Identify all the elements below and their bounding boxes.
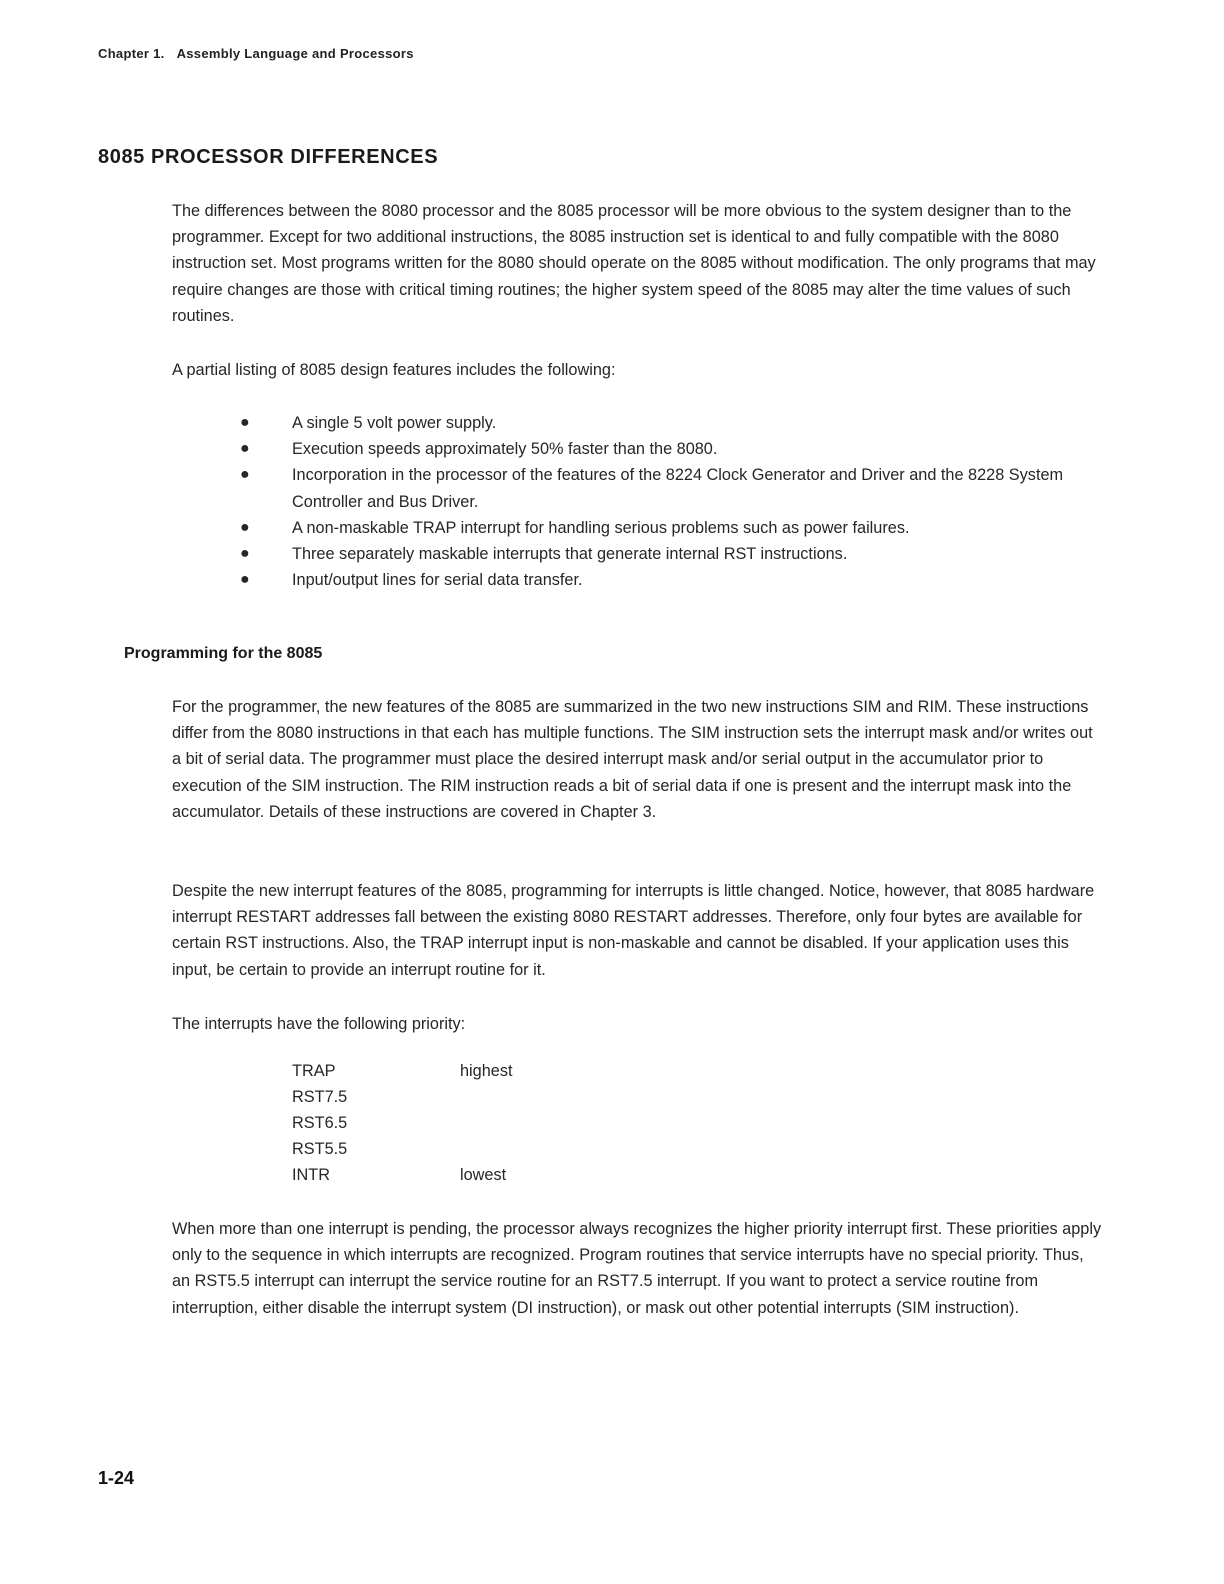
interrupt-name: INTR <box>292 1166 330 1184</box>
priority-paragraph: When more than one interrupt is pending, the processor always recognizes the higher priority interrupt first. These priorities apply only to the sequence in which interrupts are recognized. Program routines that service interrupts have no special priority. Thus, an RST5.5 interrupt can interrupt the service routine for an RST7.5 interrupt. If you want to protect a service routine from interruption, either disable the interrupt system (DI instruction), or mask out other potential interrupts (SIM instruction). <box>172 1220 1102 1317</box>
priority-intro: The interrupts have the following priority: <box>172 1015 466 1033</box>
list-item <box>232 410 1092 436</box>
intro-paragraph: The differences between the 8080 processor and the 8085 processor will be more obvious to the system designer than to the programmer. Except for two additional instructions, the 8085 instruction set is identical to and fully compatible with the 8080 instruction set. Most programs written for the 8080 should operate on the 8085 without modification. The only programs that may require changes are those with critical timing routines; the higher system speed of the 8085 may alter the time values of such routines. <box>172 202 1096 325</box>
priority-note: highest <box>460 1062 513 1080</box>
bullet-icon: ● <box>240 518 250 536</box>
table-row <box>292 1114 513 1140</box>
interrupt-name: RST5.5 <box>292 1140 348 1158</box>
priority-note <box>460 1114 513 1140</box>
interrupt-name: RST6.5 <box>292 1114 348 1132</box>
list-item <box>232 541 1092 567</box>
list-item <box>232 462 1092 514</box>
bullet-icon: ● <box>240 545 250 563</box>
priority-note: lowest <box>460 1166 507 1184</box>
page-number: 1-24 <box>98 1468 135 1488</box>
list-item <box>232 436 1092 462</box>
table-row <box>292 1140 513 1166</box>
feature-text: Execution speeds approximately 50% faster than the 8080. <box>292 440 718 459</box>
list-item <box>232 515 1092 541</box>
list-item <box>232 567 1092 593</box>
subsection-title: Programming for the 8085 <box>124 645 323 662</box>
bullet-icon: ● <box>240 466 250 484</box>
section-title: 8085 PROCESSOR DIFFERENCES <box>98 146 439 168</box>
bullet-icon: ● <box>240 440 250 458</box>
feature-text: A single 5 volt power supply. <box>292 414 497 432</box>
feature-list <box>232 410 1092 593</box>
table-row <box>292 1088 513 1114</box>
feature-text: A non-maskable TRAP interrupt for handling serious problems such as power failures. <box>292 518 910 537</box>
bullet-icon: ● <box>240 571 250 589</box>
running-header <box>98 46 414 61</box>
interrupt-name: TRAP <box>292 1062 336 1080</box>
interrupt-name: RST7.5 <box>292 1088 348 1106</box>
programming-paragraph: For the programmer, the new features of the 8085 are summarized in the two new instructions SIM and RIM. These instructions differ from the 8080 instructions in that each has multiple functions. The SIM instruction sets the interrupt mask and/or writes out a bit of serial data. The programmer must place the desired interrupt mask and/or serial output in the accumulator prior to execution of the SIM instruction. The RIM instruction reads a bit of serial data if one is present and the interrupt mask into the accumulator. Details of these instructions are covered in Chapter 3. <box>172 698 1093 821</box>
priority-note <box>460 1088 513 1114</box>
feature-text: Incorporation in the processor of the features of the 8224 Clock Generator and Driver and the 8228 System Controller and Bus Driver. <box>292 466 1064 511</box>
chapter-title: Assembly Language and Processors <box>176 46 414 61</box>
bullet-icon: ● <box>240 414 250 431</box>
priority-note <box>460 1140 513 1166</box>
interrupts-paragraph: Despite the new interrupt features of the 8085, programming for interrupts is little changed. Notice, however, that 8085 hardware interrupt RESTART addresses fall between the existing 8080 RESTART addresses. Therefore, only four bytes are available for certain RST instructions. Also, the TRAP interrupt input is non-maskable and cannot be disabled. If your application uses this input, be certain to provide an interrupt routine for it. <box>172 882 1095 979</box>
features-intro: A partial listing of 8085 design features includes the following: <box>172 361 616 379</box>
table-row <box>292 1166 513 1192</box>
table-row <box>292 1062 513 1088</box>
feature-text: Input/output lines for serial data transfer. <box>292 571 583 590</box>
feature-text: Three separately maskable interrupts that generate internal RST instructions. <box>292 545 848 564</box>
chapter-number: Chapter 1. <box>98 46 165 61</box>
priority-table <box>292 1062 513 1192</box>
